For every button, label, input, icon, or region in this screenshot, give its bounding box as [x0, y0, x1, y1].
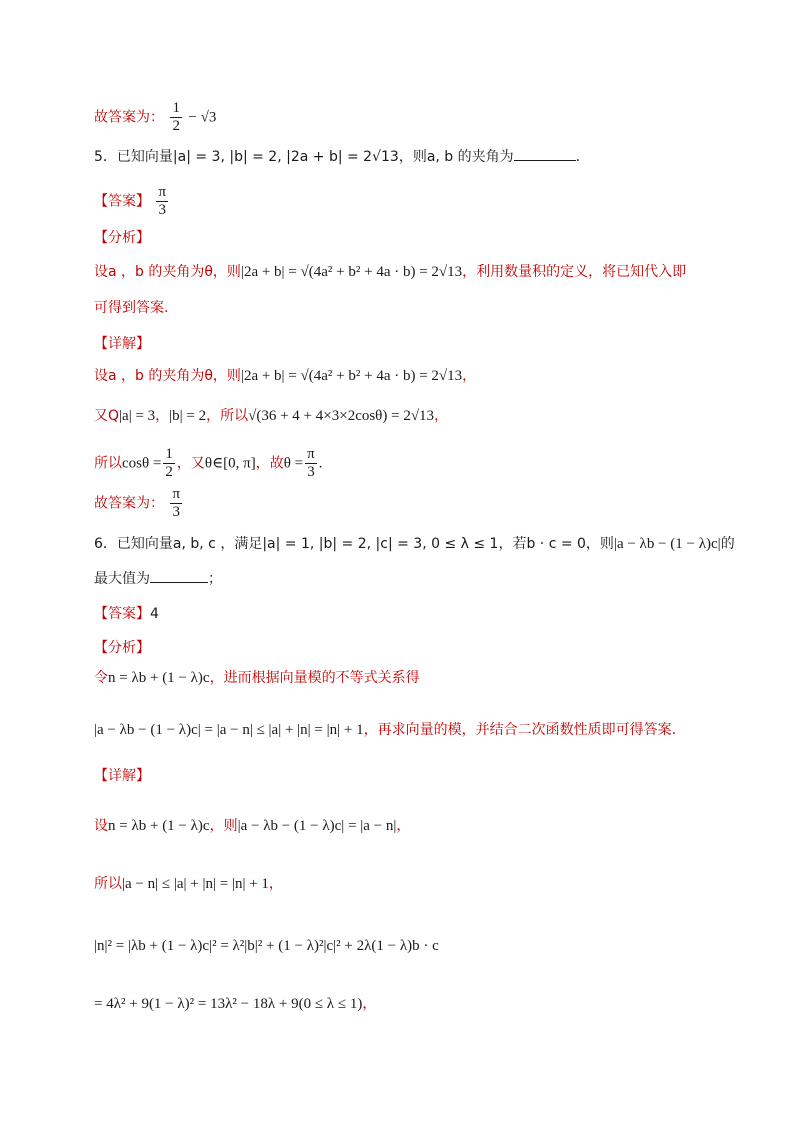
- analysis-line: 令n = λb + (1 − λ)c，进而根据向量模的不等式关系得: [94, 670, 420, 686]
- answer-label: 故答案为：: [94, 109, 164, 126]
- detail-line: 所以|a − n| ≤ |a| + |n| = |n| + 1，: [94, 876, 283, 892]
- detail-tag: 【详解】: [94, 336, 150, 352]
- analysis-tag: 【分析】: [94, 230, 150, 246]
- answer-blank: [514, 146, 576, 161]
- math-expression: |n|² = |λb + (1 − λ)c|² = λ²|b|² + (1 − λ)²|c|² + 2λ(1 − λ)b · c: [94, 938, 439, 954]
- fraction: $\frac{1}{2}$: [172, 100, 180, 134]
- math-expression: |2a + b| = √(4a² + b² + 4a · b) = 2√13: [240, 264, 463, 280]
- answer-6: [94, 604, 159, 624]
- question-6-cont: 最大值为 ；: [94, 568, 222, 589]
- math-expression: |b| = 2: [169, 408, 207, 424]
- question-6: 6．已知向量a, b, c ，满足|a| = 1, |b| = 2, |c| = 3, 0 ≤ λ ≤ 1，若b · c = 0，则|a − λb − (1 − λ)c|的: [94, 536, 735, 552]
- answer-value: 4: [150, 606, 159, 622]
- detail-tag: 【详解】: [94, 768, 150, 784]
- answer-tag: 【答案】: [94, 606, 150, 622]
- detail-line: = 4λ² + 9(1 − λ)² = 13λ² − 18λ + 9(0 ≤ λ ≤ 1)，: [94, 996, 377, 1012]
- math-expression: − √3: [188, 109, 217, 126]
- analysis-line: 设a ，b 的夹角为θ，则|2a + b| = √(4a² + b² + 4a · b) = 2√13，利用数量积的定义，将已知代入即: [94, 264, 687, 280]
- math-expression: = 4λ² + 9(1 − λ)² = 13λ² − 18λ + 9(0 ≤ λ ≤ 1): [94, 996, 363, 1012]
- answer-blank: [150, 568, 208, 583]
- analysis-line: |a − λb − (1 − λ)c| = |a − n| ≤ |a| + |n| = |n| + 1，再求向量的模，并结合二次函数性质即可得答案.: [94, 722, 677, 738]
- math-expression: |a − n| ≤ |a| + |n| = |n| + 1: [122, 876, 269, 892]
- analysis-tag: 【分析】: [94, 640, 150, 656]
- detail-line: 设a ，b 的夹角为θ，则|2a + b| = √(4a² + b² + 4a · b) = 2√13，: [94, 368, 477, 384]
- detail-line: [94, 936, 439, 956]
- answer-line: [94, 100, 216, 135]
- question-text: 6．已知向量a, b, c ，满足|a| = 1, |b| = 2, |c| = 3, 0 ≤ λ ≤ 1，若b · c = 0，则: [94, 536, 614, 552]
- fraction: $\frac{\pi}{3}$: [307, 446, 315, 480]
- answer-line: 故答案为： $\frac{\pi}{3}$: [94, 486, 181, 520]
- detail-line: 又Q|a| = 3，|b| = 2，所以√(36 + 4 + 4×3×2cosθ) = 2√13，: [94, 408, 449, 424]
- fraction: $\frac{\pi}{3}$: [172, 486, 181, 520]
- detail-line: 所以cosθ = $\frac{1}{2}$ ，又θ∈[0, π]，故θ = $\frac{\pi}{3}$ .: [94, 446, 323, 480]
- analysis-line: 可得到答案.: [94, 300, 169, 316]
- answer-tag: 【答案】: [94, 193, 150, 210]
- math-expression: |a − λb − (1 − λ)c| = |a − n| ≤ |a| + |n| = |n| + 1: [94, 722, 364, 738]
- fraction: $\frac{1}{2}$: [165, 446, 173, 480]
- question-5: 5．已知向量|a| = 3, |b| = 2, |2a + b| = 2√13，则a, b 的夹角为 ．: [94, 146, 590, 167]
- question-text: 5．已知向量|a| = 3, |b| = 2, |2a + b| = 2√13，则a, b 的夹角为: [94, 149, 514, 165]
- math-expression: |a| = 3: [119, 408, 156, 424]
- math-expression: |2a + b| = √(4a² + b² + 4a · b) = 2√13: [240, 368, 463, 384]
- answer-5: [94, 184, 170, 219]
- math-expression: n = λb + (1 − λ)c: [108, 670, 210, 686]
- math-expression: n = λb + (1 − λ)c: [108, 818, 210, 834]
- math-expression: |a − λb − (1 − λ)c|: [613, 536, 721, 552]
- detail-line: 设n = λb + (1 − λ)c，则|a − λb − (1 − λ)c| = |a − n|，: [94, 818, 411, 834]
- math-expression: √(36 + 4 + 4×3×2cosθ) = 2√13: [248, 408, 435, 424]
- math-expression: |a − λb − (1 − λ)c| = |a − n|: [237, 818, 397, 834]
- fraction: $\frac{\pi}{3}$: [158, 184, 167, 218]
